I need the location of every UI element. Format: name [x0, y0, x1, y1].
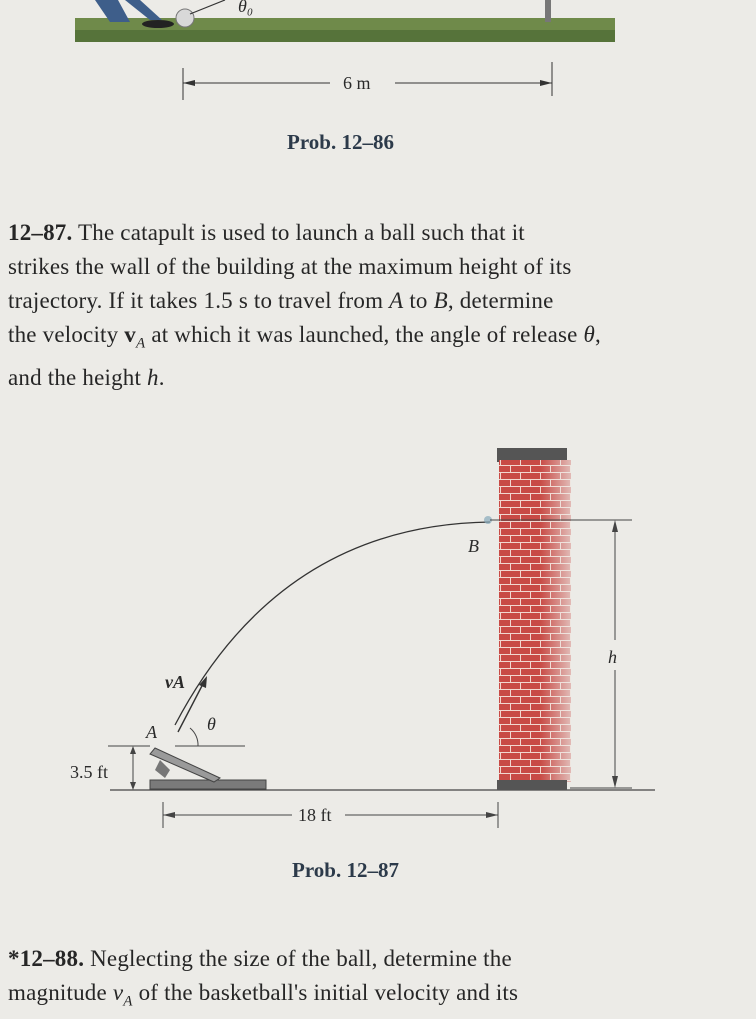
catapult-base: [150, 780, 266, 789]
wall-base: [497, 780, 567, 790]
distance-label: 6 m: [343, 73, 371, 93]
label-theta: θ: [207, 714, 216, 734]
label-b: B: [468, 536, 479, 556]
goal-post: [545, 0, 551, 22]
trajectory-curve: [175, 522, 490, 725]
problem-line-5: and the height h.: [8, 364, 165, 390]
problem-number: 12–87.: [8, 220, 73, 245]
label-a: A: [146, 722, 157, 742]
problem-line-4: the velocity $v_A$ at which it was launched, the angle of release θ,: [8, 322, 601, 352]
label-va: vA: [165, 672, 185, 692]
problem-line-2: strikes the wall of the building at the maximum height of its: [8, 254, 572, 279]
problem-12-88: [8, 942, 738, 1019]
angle-label: θ₀: [238, 0, 254, 16]
label-h: h: [608, 647, 617, 667]
ball-icon: [176, 9, 194, 27]
prob-12-87-figure: [0, 430, 756, 850]
caption-prob-12-86: Prob. 12–86: [287, 130, 394, 154]
problem-88-line-2: magnitude $v_A$ of the basketball's initial velocity and its: [8, 980, 519, 1010]
caption-prob-12-87: Prob. 12–87: [292, 858, 399, 882]
label-height: 3.5 ft: [70, 762, 108, 782]
wall-cap: [497, 448, 567, 462]
problem-line-3: trajectory. If it takes 1.5 s to travel from A to B, determine: [8, 288, 554, 313]
prob-12-86-figure: [0, 0, 756, 110]
problem-12-87: [8, 216, 728, 395]
problem-line-1: 12–87. The catapult is used to launch a ball such that it: [8, 220, 525, 245]
label-distance: 18 ft: [298, 805, 332, 825]
problem-88-line-1: *12–88. Neglecting the size of the ball, determine the: [8, 946, 512, 971]
